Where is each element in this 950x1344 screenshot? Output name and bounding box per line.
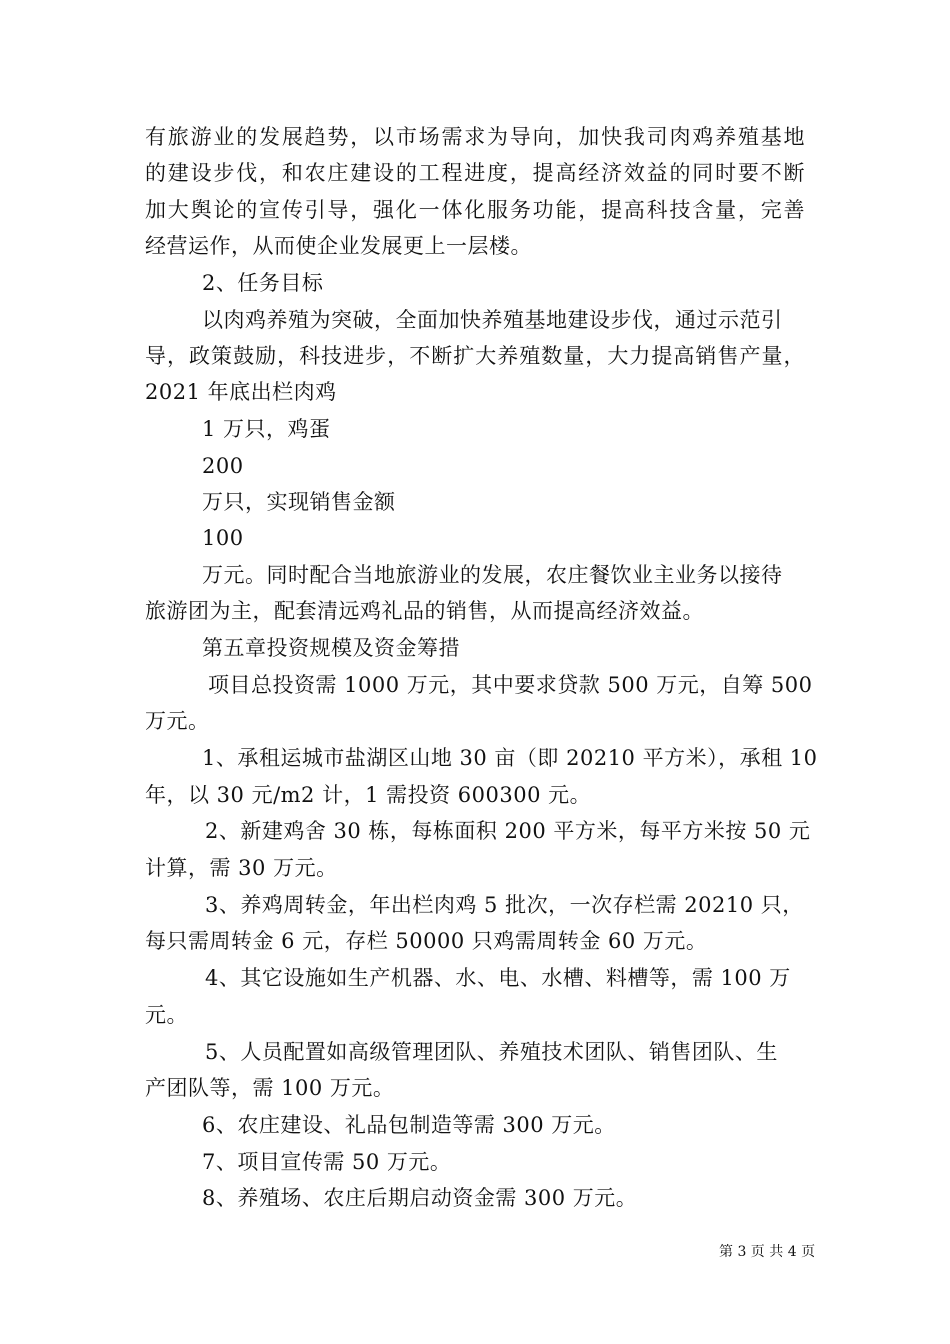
chapter-heading: 第五章投资规模及资金筹措 <box>202 636 460 660</box>
list-item: 3、养鸡周转金，年出栏肉鸡 5 批次，一次存栏需 20210 只， <box>205 893 804 917</box>
list-item: 4、其它设施如生产机器、水、电、水槽、料槽等，需 100 万 <box>205 966 791 990</box>
paragraph-line: 项目总投资需 1000 万元，其中要求贷款 500 万元，自筹 500 <box>208 673 813 697</box>
paragraph-line: 的建设步伐，和农庄建设的工程进度，提高经济效益的同时要不断 <box>145 161 805 185</box>
paragraph-line: 导，政策鼓励，科技进步，不断扩大养殖数量，大力提高销售产量， <box>145 344 805 368</box>
page-number: 第 3 页 共 4 页 <box>719 1244 816 1260</box>
paragraph-line: 200 <box>202 454 244 478</box>
list-item: 7、项目宣传需 50 万元。 <box>202 1150 452 1174</box>
list-item: 6、农庄建设、礼品包制造等需 300 万元。 <box>202 1113 616 1137</box>
paragraph-line: 1 万只，鸡蛋 <box>202 417 331 441</box>
list-item: 1、承租运城市盐湖区山地 30 亩（即 20210 平方米），承租 10 <box>202 746 818 770</box>
paragraph-line: 万元。 <box>145 709 210 733</box>
list-item: 8、养殖场、农庄后期启动资金需 300 万元。 <box>202 1186 638 1210</box>
paragraph-line: 万元。同时配合当地旅游业的发展，农庄餐饮业主业务以接待 <box>202 563 783 587</box>
paragraph-line: 以肉鸡养殖为突破，全面加快养殖基地建设步伐，通过示范引 <box>202 308 783 332</box>
list-item: 年，以 30 元/m2 计，1 需投资 600300 元。 <box>145 783 592 807</box>
paragraph-line: 100 <box>202 526 244 550</box>
paragraph-line: 加大舆论的宣传引导，强化一体化服务功能，提高科技含量，完善 <box>145 198 805 222</box>
section-heading: 2、任务目标 <box>202 271 324 295</box>
list-item: 元。 <box>145 1003 188 1027</box>
list-item: 2、新建鸡舍 30 栋，每栋面积 200 平方米，每平方米按 50 元 <box>205 819 811 843</box>
paragraph-line: 旅游团为主，配套清远鸡礼品的销售，从而提高经济效益。 <box>145 599 704 623</box>
paragraph-line: 有旅游业的发展趋势，以市场需求为导向，加快我司肉鸡养殖基地 <box>145 125 805 149</box>
paragraph-line: 2021 年底出栏肉鸡 <box>145 380 337 404</box>
list-item: 产团队等，需 100 万元。 <box>145 1076 395 1100</box>
list-item: 5、人员配置如高级管理团队、养殖技术团队、销售团队、生 <box>205 1040 778 1064</box>
list-item: 每只需周转金 6 元，存栏 50000 只鸡需周转金 60 万元。 <box>145 929 708 953</box>
paragraph-line: 万只，实现销售金额 <box>202 490 396 514</box>
paragraph-line: 经营运作，从而使企业发展更上一层楼。 <box>145 234 532 258</box>
list-item: 计算，需 30 万元。 <box>145 856 338 880</box>
